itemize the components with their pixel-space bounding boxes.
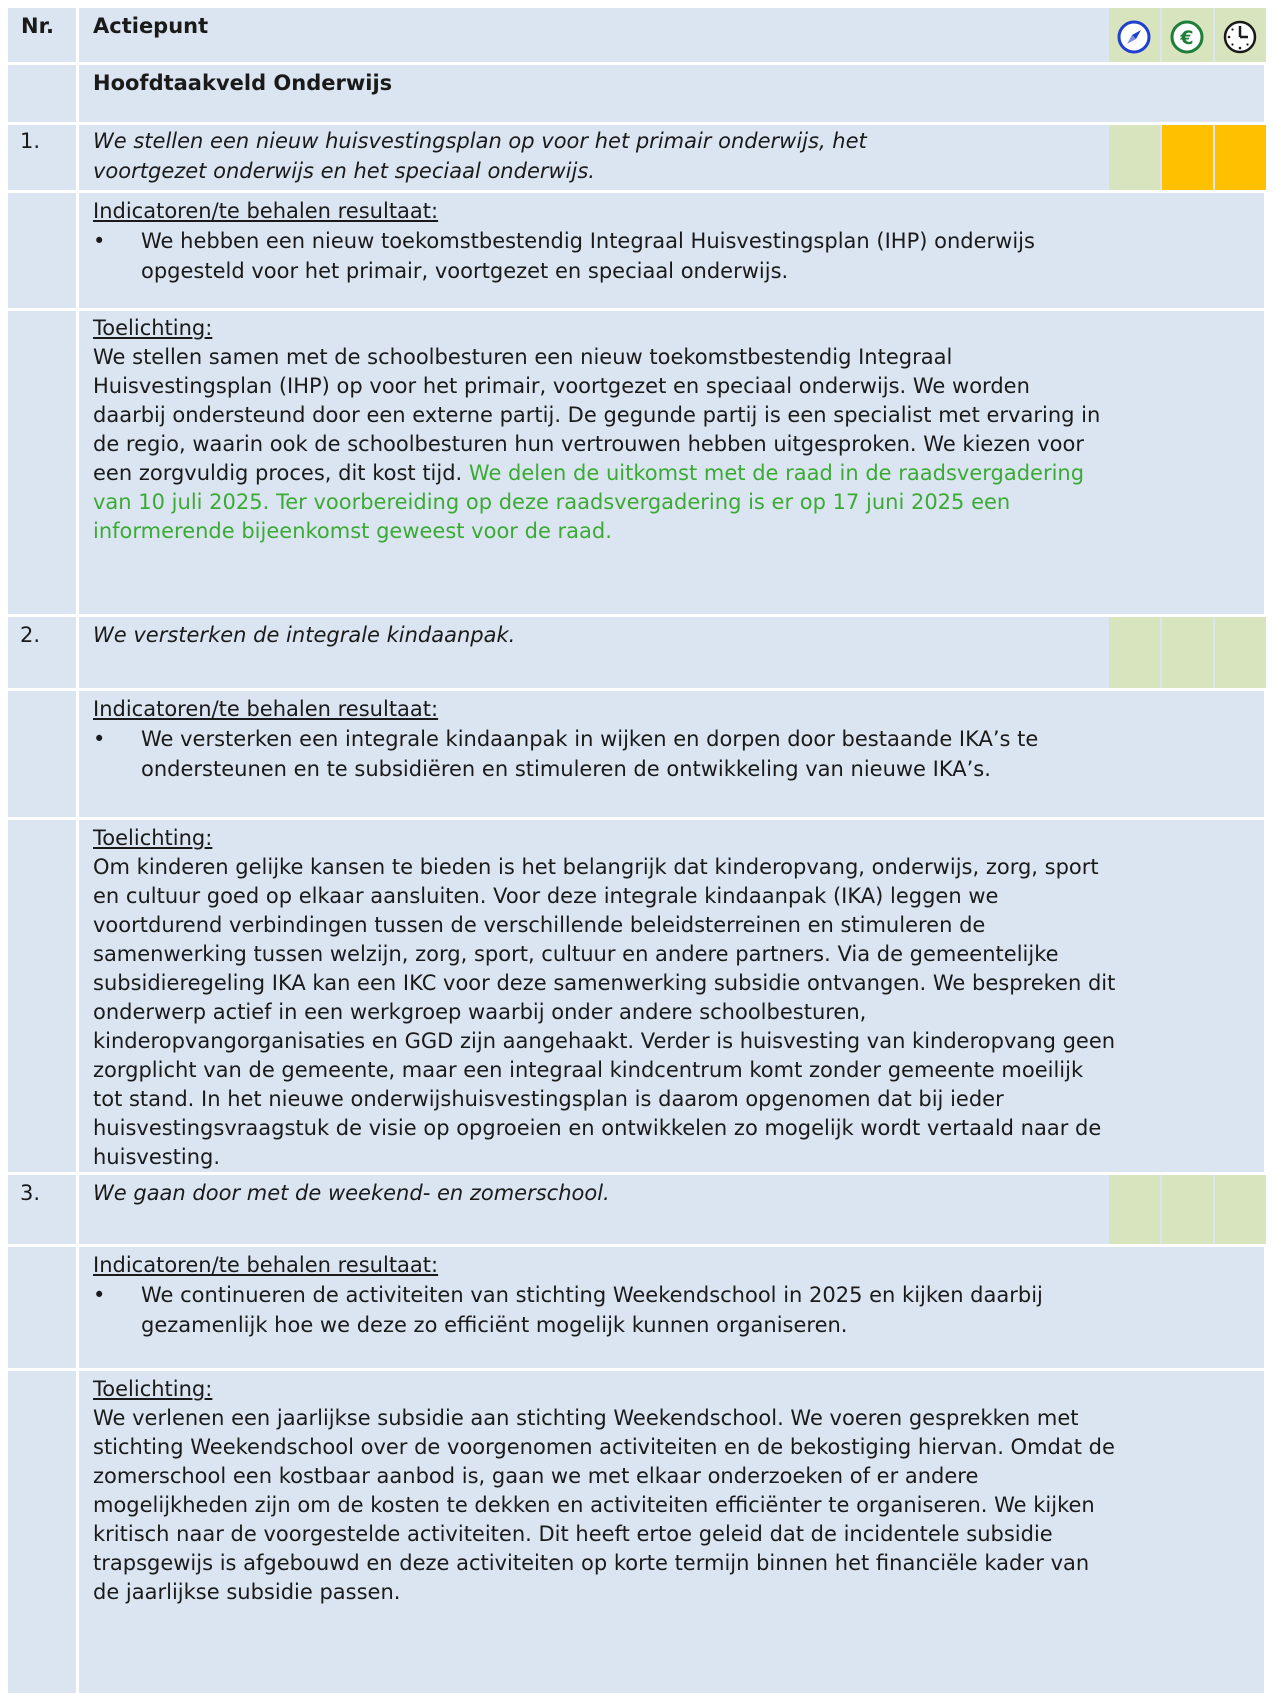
explanation-line: onderwerp actief in een werkgroep waarbij onder andere schoolbesturen, bbox=[93, 1000, 867, 1024]
row-divider bbox=[8, 614, 1264, 617]
row-divider bbox=[8, 122, 1264, 125]
item-number: 1. bbox=[20, 129, 41, 153]
status-cell-time bbox=[1215, 1175, 1266, 1244]
status-cell-budget bbox=[1162, 617, 1213, 688]
indicator-line: ondersteunen en te subsidiëren en stimuleren de ontwikkeling van nieuwe IKA’s. bbox=[141, 757, 991, 781]
row-divider bbox=[8, 308, 1264, 311]
actiepunt-header: Actiepunt bbox=[93, 14, 209, 38]
explanation-line: stichting Weekendschool over de voorgenomen activiteiten en de bekostiging hiervan. Omdat de bbox=[93, 1435, 1115, 1459]
explanation-line: trapsgewijs is afgebouwd en deze activiteiten op korte termijn binnen het financiële kader van bbox=[93, 1551, 1090, 1575]
explanation-line: kritisch naar de voorgestelde activiteiten. Dit heeft ertoe geleid dat de incidentele subsidie bbox=[93, 1522, 1053, 1546]
explanation-label: Toelichting: bbox=[93, 1377, 213, 1401]
section-title: Hoofdtaakveld Onderwijs bbox=[93, 71, 393, 95]
indicator-line: We continueren de activiteiten van stichting Weekendschool in 2025 en kijken daarbij bbox=[141, 1283, 1043, 1307]
status-cell-direction bbox=[1109, 1175, 1160, 1244]
explanation-line: We stellen samen met de schoolbesturen een nieuw toekomstbestendig Integraal bbox=[93, 345, 953, 369]
explanation-update-line: van 10 juli 2025. Ter voorbereiding op deze raadsvergadering is er op 17 juni 2025 een bbox=[93, 490, 1011, 514]
explanation-update-text: We delen de uitkomst met de raad in de raadsvergadering bbox=[468, 461, 1085, 485]
status-cell-direction bbox=[1109, 125, 1160, 190]
explanation-line: tot stand. In het nieuwe onderwijshuisvestingsplan is daarom opgenomen dat bij ieder bbox=[93, 1087, 1004, 1111]
explanation-line: samenwerking tussen welzijn, zorg, sport, cultuur en andere partners. Via de gemeentelijke bbox=[93, 942, 1059, 966]
status-cell-budget bbox=[1162, 125, 1213, 190]
euro-header-cell bbox=[1162, 8, 1213, 62]
item-number: 3. bbox=[20, 1181, 41, 1205]
row-divider bbox=[8, 817, 1264, 820]
explanation-line: zorgplicht van de gemeente, maar een integraal kindcentrum komt zonder gemeente moeilijk bbox=[93, 1058, 1084, 1082]
action-line: We stellen een nieuw huisvestingsplan op voor het primair onderwijs, het bbox=[93, 129, 867, 153]
explanation-line: zomerschool een kostbaar aanbod is, gaan we met elkaar onderzoeken of er andere bbox=[93, 1464, 979, 1488]
explanation-line: We verlenen een jaarlijkse subsidie aan stichting Weekendschool. We voeren gesprekken met bbox=[93, 1406, 1079, 1430]
explanation-line: huisvestingsvraagstuk de visie op opgroeien en ontwikkelen zo mogelijk wordt vertaald naar de bbox=[93, 1116, 1102, 1140]
explanation-update-line: informerende bijeenkomst geweest voor de raad. bbox=[93, 519, 612, 543]
indicator-line: opgesteld voor het primair, voortgezet en speciaal onderwijs. bbox=[141, 259, 789, 283]
status-cell-time bbox=[1215, 125, 1266, 190]
compass-header-cell bbox=[1109, 8, 1160, 62]
explanation-line: subsidieregeling IKA kan een IKC voor deze samenwerking subsidie ontvangen. We bespreken dit bbox=[93, 971, 1116, 995]
clock-header-cell bbox=[1215, 8, 1266, 62]
explanation-line: Huisvestingsplan (IHP) op voor het primair, voortgezet en speciaal onderwijs. We worden bbox=[93, 374, 1030, 398]
svg-text:€: € bbox=[1180, 27, 1194, 49]
indicators-label: Indicatoren/te behalen resultaat: bbox=[93, 199, 439, 223]
explanation-line: kinderopvangorganisaties en GGD zijn aangehaakt. Verder is huisvesting van kinderopvang geen bbox=[93, 1029, 1116, 1053]
clock-icon bbox=[1220, 17, 1260, 57]
explanation-line bbox=[93, 458, 1084, 489]
row-divider bbox=[8, 62, 1264, 65]
explanation-label: Toelichting: bbox=[93, 316, 213, 340]
explanation-line: en cultuur goed op elkaar aansluiten. Voor deze integrale kindaanpak (IKA) leggen we bbox=[93, 884, 999, 908]
row-divider bbox=[8, 190, 1264, 193]
explanation-label: Toelichting: bbox=[93, 826, 213, 850]
indicator-line: We versterken een integrale kindaanpak in wijken en dorpen door bestaande IKA’s te bbox=[141, 727, 1039, 751]
indicator-line: gezamenlijk hoe we deze zo efficiënt mogelijk kunnen organiseren. bbox=[141, 1313, 848, 1337]
compass-icon bbox=[1114, 17, 1154, 57]
indicators-label: Indicatoren/te behalen resultaat: bbox=[93, 697, 439, 721]
row-divider bbox=[8, 688, 1264, 691]
bullet-icon: • bbox=[93, 1283, 106, 1307]
action-table bbox=[8, 8, 1264, 1693]
explanation-line: de regio, waarin ook de schoolbesturen hun vertrouwen hebben uitgesproken. We kiezen voor bbox=[93, 432, 1085, 456]
action-line: We versterken de integrale kindaanpak. bbox=[93, 623, 516, 647]
bullet-icon: • bbox=[93, 727, 106, 751]
status-cell-time bbox=[1215, 617, 1266, 688]
item-number: 2. bbox=[20, 623, 41, 647]
explanation-line: de jaarlijkse subsidie passen. bbox=[93, 1580, 401, 1604]
euro-icon bbox=[1167, 17, 1207, 57]
status-cell-budget bbox=[1162, 1175, 1213, 1244]
explanation-line: mogelijkheden zijn om de kosten te dekken en activiteiten efficiënter te organiseren. We kijken bbox=[93, 1493, 1095, 1517]
explanation-line: voortdurend verbindingen tussen de verschillende beleidsterreinen en stimuleren de bbox=[93, 913, 986, 937]
row-divider bbox=[8, 1368, 1264, 1371]
indicators-label: Indicatoren/te behalen resultaat: bbox=[93, 1253, 439, 1277]
bullet-icon: • bbox=[93, 229, 106, 253]
nr-header: Nr. bbox=[21, 14, 54, 38]
row-divider bbox=[8, 1244, 1264, 1247]
explanation-text: een zorgvuldig proces, dit kost tijd. bbox=[93, 461, 469, 485]
indicator-line: We hebben een nieuw toekomstbestendig Integraal Huisvestingsplan (IHP) onderwijs bbox=[141, 229, 1035, 253]
action-line: voortgezet onderwijs en het speciaal onderwijs. bbox=[93, 159, 595, 183]
explanation-line: Om kinderen gelijke kansen te bieden is het belangrijk dat kinderopvang, onderwijs, zorg, sport bbox=[93, 855, 1099, 879]
action-line: We gaan door met de weekend- en zomerschool. bbox=[93, 1181, 610, 1205]
explanation-line: daarbij ondersteund door een externe partij. De gegunde partij is een specialist met ervaring in bbox=[93, 403, 1101, 427]
column-divider bbox=[76, 8, 79, 1693]
status-cell-direction bbox=[1109, 617, 1160, 688]
explanation-line: huisvesting. bbox=[93, 1145, 221, 1169]
